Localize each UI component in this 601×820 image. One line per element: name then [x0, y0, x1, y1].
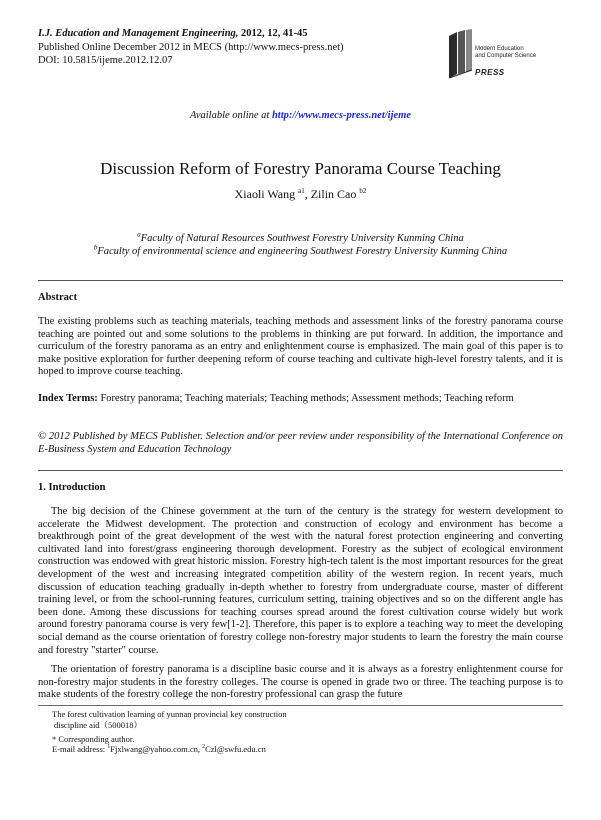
email-link[interactable]: Czl@swfu.edu.cn [205, 744, 266, 754]
author-marker: b2 [359, 187, 367, 195]
divider [38, 280, 563, 281]
email-link[interactable]: Fjxlwang@yahoo.com.cn, [110, 744, 200, 754]
email-address-note: E-mail address: $^1$Fjxlwang@yahoo.com.cn, $^2$Czl@swfu.edu.cn [52, 744, 266, 754]
publisher-logo [445, 26, 557, 82]
abstract-heading: Abstract [38, 292, 78, 303]
index-terms-label: Index Terms: [38, 393, 98, 404]
journal-url-link[interactable]: http://www.mecs-press.net/ijeme [271, 110, 411, 121]
logo-text: Modern Education and Computer Science [475, 46, 537, 59]
books-logo-icon [445, 28, 473, 80]
journal-name: I.J. Education and Management Engineering, [38, 28, 239, 39]
journal-issue: 2012, 12, 41-45 [241, 28, 308, 39]
corresponding-author-note: * Corresponding author. [52, 734, 135, 744]
index-terms-text: Forestry panorama; Teaching materials; Teaching methods; Assessment methods; Teaching reform [100, 393, 514, 404]
author-marker: a1 [298, 187, 305, 195]
author-name: Xiaoli Wang [234, 187, 296, 201]
logo-press: PRESS [475, 68, 505, 77]
intro-paragraph-2: The orientation of forestry panorama is a discipline basic course and it is always as a forestry enlightenment course for non-forestry major students in the forestry colleges. The course is opened in grade two or three. The teaching purpose is to make students of the forestry college the non-forestry professional can grasp the future [38, 664, 563, 701]
affiliation-b: $^b$Faculty of environmental science and engineering Southwest Forestry University Kunming China [93, 243, 508, 257]
available-online: Available online at http://www.mecs-press.net/ijeme [190, 110, 411, 121]
journal-citation [38, 27, 344, 41]
publication-line: Published Online December 2012 in MECS (http://www.mecs-press.net) [38, 41, 344, 53]
copyright-notice: © 2012 Published by MECS Publisher. Selection and/or peer review under responsibility of the International Conference on E-Business System and Education Technology [38, 431, 563, 455]
doi-line: DOI: 10.5815/ijeme.2012.12.07 [38, 55, 173, 66]
author-name: Zilin Cao [310, 187, 357, 201]
paper-title: Discussion Reform of Forestry Panorama Course Teaching [100, 159, 501, 178]
funding-note: The forest cultivation learning of yunnan provincial key construction discipline aid（500018） [52, 709, 287, 730]
affiliation-a: $^a$Faculty of Natural Resources Southwest Forestry University Kunming China [137, 230, 464, 244]
author-line: Xiaoli Wang $^{a1}$, Zilin Cao $^{b2}$ [234, 187, 367, 201]
footnote-divider [38, 705, 563, 706]
journal-header [38, 27, 344, 68]
section-heading: 1. Introduction [38, 482, 106, 493]
intro-paragraph-1: The big decision of the Chinese government at the turn of the century is the strategy for western development to accelerate the Midwest development. The protection and construction of ecology and environment has become a breakthrough point of the great development of the west with the natural forest protection engineering and converting cultivated land into forest/grass engineering thorough development. Forestry as the subject of ecological environment construction was endowed with great historic mission. Forestry high-tech talent is the most important resources for the great development of the west and increasing integrated competition ability of the western region. In recent years, much discussion of education teaching gradually in-depth whether to forestry from undergraduate course, master of different training level, or from the school-running features, curriculum setting, training objectives and so on the different angle has been done. Among these discussions for teaching courses spread around the forest cultivation course widely but work around forestry panorama course is very few[1-2]. Therefore, this paper is to explore a teaching way to meet the developing social demand as the course orientation of forestry college non-forestry major students to learn the forestry the main course and forestry "starter" course. [38, 506, 563, 656]
abstract-text: The existing problems such as teaching materials, teaching methods and assessment links of the forestry panorama course teaching are pointed out and some solutions to the problems in thinking are put forward. In addition, the importance and curriculum of the forestry panorama as an entry and enlightenment course is emphasized. The main goal of this paper is to make positive exploration for further deepening reform of course teaching and cultivate high-level forestry talents, and it is hoped to improve course teaching. [38, 316, 563, 378]
index-terms [38, 393, 563, 406]
divider [38, 470, 563, 471]
